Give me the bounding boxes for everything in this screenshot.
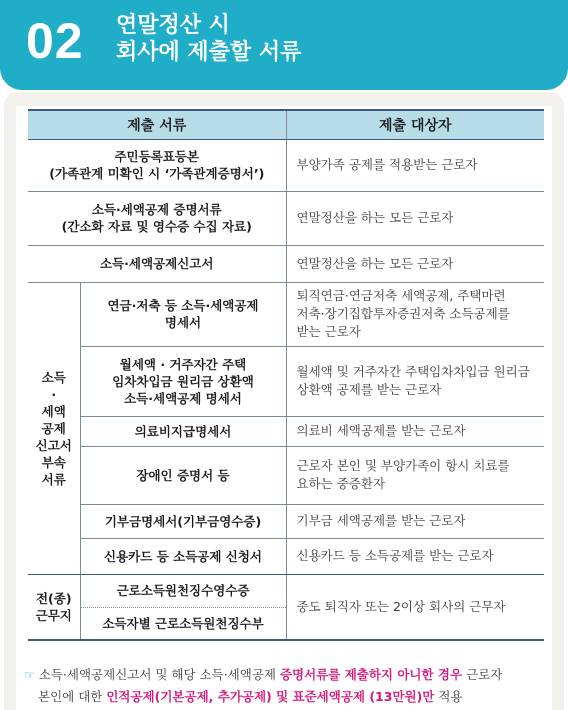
target-line: 부양가족 공제를 적용받는 근로자 xyxy=(296,157,478,172)
target-line: 기부금 세액공제를 받는 근로자 xyxy=(296,513,466,528)
doc-cell xyxy=(80,504,286,538)
target-line: 월세액 및 거주자간 주택임차차입금 원리금 xyxy=(296,364,530,379)
group-label-line: 부속 xyxy=(41,454,66,470)
group-label-line: 근무지 xyxy=(35,607,72,623)
target-line: 연말정산을 하는 모든 근로자 xyxy=(296,210,454,225)
doc-line: 명세서 xyxy=(164,315,202,330)
footnote-text: 근로자 xyxy=(462,667,503,682)
footnote-highlight: 인적공제(기본공제, 추가공제) 및 표준세액공제 (13만원)만 xyxy=(106,689,435,704)
group-label-line: 소득 xyxy=(41,369,66,385)
section-number: 02 xyxy=(26,13,84,69)
doc-cell xyxy=(80,607,286,640)
group-label-line: 세액 xyxy=(41,403,66,419)
doc-line: (가족관계 미확인 시 ‘가족관계증명서’) xyxy=(49,166,265,181)
doc-cell xyxy=(80,416,286,446)
table-row xyxy=(28,446,544,504)
table-row xyxy=(28,346,544,416)
footnote-line1 xyxy=(24,664,554,686)
pointing-hand-icon: ☞ xyxy=(24,668,35,682)
target-line: 상환액 공제를 받는 근로자 xyxy=(296,382,442,397)
doc-line: 주민등록표등본 xyxy=(114,149,200,164)
target-cell xyxy=(286,538,544,574)
doc-cell xyxy=(28,139,286,191)
doc-line: 의료비지급명세서 xyxy=(134,423,232,439)
doc-cell xyxy=(28,245,286,282)
doc-cell xyxy=(80,574,286,607)
doc-cell xyxy=(28,191,286,245)
doc-line: 월세액 · 거주자간 주택 xyxy=(119,356,247,372)
doc-line: 소득·세액공제 명세서 xyxy=(124,390,242,406)
footnote-highlight: 증명서류를 제출하지 아니한 경우 xyxy=(279,667,463,682)
target-line: 받는 근로자 xyxy=(296,324,361,339)
section-title-line1: 연말정산 시 xyxy=(116,13,230,38)
group-label-line: · xyxy=(51,386,57,402)
doc-line: 근로소득원천징수영수증 xyxy=(116,583,250,598)
column-header-doc: 제출 서류 xyxy=(28,110,286,139)
footnote-text: 적용 xyxy=(434,689,463,704)
target-line: 요하는 중증환자 xyxy=(296,476,386,491)
footnote-text: 소득·세액공제신고서 및 해당 소득·세액공제 xyxy=(38,667,280,682)
target-cell xyxy=(286,416,544,446)
doc-line: 임차차입금 원리금 상환액 xyxy=(112,373,254,389)
section-header xyxy=(0,0,568,90)
doc-cell xyxy=(80,282,286,346)
doc-line: 소득·세액공제 증명서류 xyxy=(91,202,222,217)
doc-line: 연금·저축 등 소득·세액공제 xyxy=(107,298,259,313)
target-line: 신용카드 등 소득공제를 받는 근로자 xyxy=(296,548,494,563)
target-cell xyxy=(286,446,544,504)
doc-line: 소득·세액공제신고서 xyxy=(100,256,214,271)
table-row xyxy=(28,504,544,538)
footnote xyxy=(24,664,554,708)
doc-cell xyxy=(80,346,286,416)
doc-line: 신용카드 등 소득공제 신청서 xyxy=(104,548,262,564)
table-row xyxy=(28,574,544,607)
table-row xyxy=(28,245,544,282)
doc-line: 소득자별 근로소득원천징수부 xyxy=(102,615,264,631)
doc-cell xyxy=(80,538,286,574)
target-cell xyxy=(286,245,544,282)
table-row xyxy=(28,139,544,191)
group-label-line: 서류 xyxy=(41,471,66,487)
column-header-target: 제출 대상자 xyxy=(286,110,544,139)
target-cell xyxy=(286,504,544,538)
table-row xyxy=(28,191,544,245)
table-row xyxy=(28,282,544,346)
group-label-cell xyxy=(28,282,80,574)
target-line: 퇴직연금·연금저축 세액공제, 주택마련 xyxy=(296,288,506,303)
section-title xyxy=(116,12,301,66)
group-label-line: 공제 xyxy=(41,420,66,436)
target-cell xyxy=(286,139,544,191)
doc-line: (간소화 자료 및 영수증 수집 자료) xyxy=(61,219,252,234)
target-line: 의료비 세액공제를 받는 근로자 xyxy=(296,423,466,438)
doc-line: 장애인 증명서 등 xyxy=(136,467,230,483)
table-row xyxy=(28,416,544,446)
target-cell xyxy=(286,346,544,416)
table-row xyxy=(28,538,544,574)
group-label-line: 전(종) xyxy=(35,590,72,606)
target-line: 저축·장기집합투자증권저축 소득공제를 xyxy=(296,306,510,321)
target-cell xyxy=(286,574,544,640)
documents-table xyxy=(28,109,544,641)
target-line: 연말정산을 하는 모든 근로자 xyxy=(296,255,454,271)
target-line: 중도 퇴직자 또는 2이상 회사의 근무자 xyxy=(296,598,506,614)
doc-cell xyxy=(80,446,286,504)
target-cell xyxy=(286,282,544,346)
footnote-text: 본인에 대한 xyxy=(38,689,107,704)
target-cell xyxy=(286,191,544,245)
section-title-line2: 회사에 제출할 서류 xyxy=(116,40,302,65)
target-line: 근로자 본인 및 부양가족이 항시 치료를 xyxy=(296,458,510,473)
footnote-line2 xyxy=(24,686,554,708)
group-label-cell xyxy=(28,574,80,640)
group-label-line: 신고서 xyxy=(35,437,72,453)
doc-line: 기부금명세서(기부금영수증) xyxy=(104,513,262,529)
